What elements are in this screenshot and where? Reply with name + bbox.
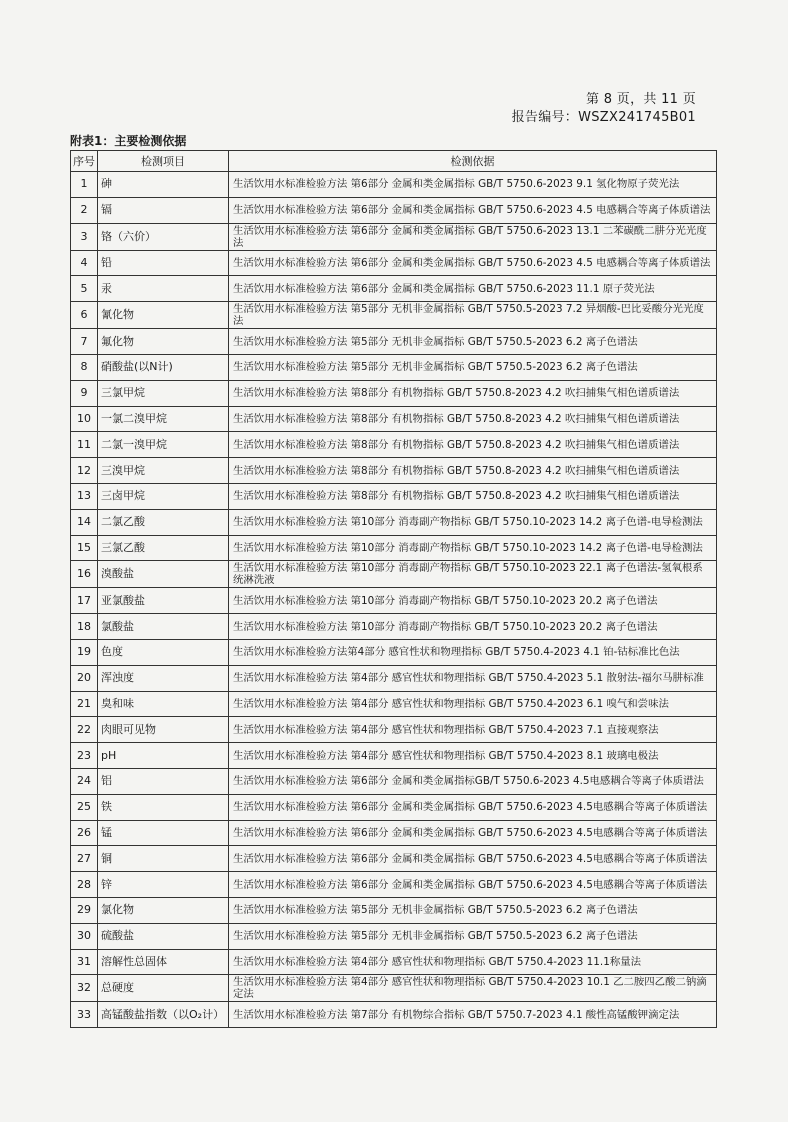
test-basis: 生活饮用水标准检验方法 第6部分 金属和类金属指标 GB/T 5750.6-2023 4.5电感耦合等离子体质谱法 <box>229 846 717 872</box>
test-basis: 生活饮用水标准检验方法 第6部分 金属和类金属指标 GB/T 5750.6-2023 4.5 电感耦合等离子体质谱法 <box>229 197 717 223</box>
row-number: 5 <box>71 276 98 302</box>
test-item: 锌 <box>98 872 229 898</box>
table-row <box>71 509 717 535</box>
test-basis: 生活饮用水标准检验方法 第5部分 无机非金属指标 GB/T 5750.5-2023 6.2 离子色谱法 <box>229 354 717 380</box>
test-basis: 生活饮用水标准检验方法 第8部分 有机物指标 GB/T 5750.8-2023 4.2 吹扫捕集气相色谱质谱法 <box>229 483 717 509</box>
table-row <box>71 949 717 975</box>
table-row <box>71 535 717 561</box>
page-indicator: 第 8 页，共 11 页 <box>586 92 696 107</box>
test-basis: 生活饮用水标准检验方法 第8部分 有机物指标 GB/T 5750.8-2023 4.2 吹扫捕集气相色谱质谱法 <box>229 432 717 458</box>
test-basis: 生活饮用水标准检验方法 第10部分 消毒副产物指标 GB/T 5750.10-2023 20.2 离子色谱法 <box>229 588 717 614</box>
test-basis: 生活饮用水标准检验方法 第6部分 金属和类金属指标 GB/T 5750.6-2023 4.5 电感耦合等离子体质谱法 <box>229 250 717 276</box>
test-item: 溴酸盐 <box>98 561 229 588</box>
test-item: 亚氯酸盐 <box>98 588 229 614</box>
table-row <box>71 458 717 484</box>
table-row <box>71 483 717 509</box>
test-basis: 生活饮用水标准检验方法 第7部分 有机物综合指标 GB/T 5750.7-2023 4.1 酸性高锰酸钾滴定法 <box>229 1002 717 1028</box>
test-item: 三氯乙酸 <box>98 535 229 561</box>
test-item: 氟化物 <box>98 329 229 355</box>
basis-table <box>70 150 717 1028</box>
table-row <box>71 923 717 949</box>
test-item: 硝酸盐(以N计) <box>98 354 229 380</box>
test-item: 浑浊度 <box>98 665 229 691</box>
row-number: 21 <box>71 691 98 717</box>
test-basis: 生活饮用水标准检验方法 第6部分 金属和类金属指标 GB/T 5750.6-2023 11.1 原子荧光法 <box>229 276 717 302</box>
row-number: 1 <box>71 172 98 198</box>
test-item: 二氯一溴甲烷 <box>98 432 229 458</box>
row-number: 7 <box>71 329 98 355</box>
row-number: 15 <box>71 535 98 561</box>
test-item: 汞 <box>98 276 229 302</box>
test-basis: 生活饮用水标准检验方法 第5部分 无机非金属指标 GB/T 5750.5-2023 7.2 异烟酸-巴比妥酸分光光度法 <box>229 302 717 329</box>
table-row <box>71 1002 717 1028</box>
table-row <box>71 432 717 458</box>
row-number: 12 <box>71 458 98 484</box>
row-number: 6 <box>71 302 98 329</box>
test-basis: 生活饮用水标准检验方法 第10部分 消毒副产物指标 GB/T 5750.10-2023 14.2 离子色谱-电导检测法 <box>229 509 717 535</box>
test-item: 锰 <box>98 820 229 846</box>
test-basis: 生活饮用水标准检验方法 第4部分 感官性状和物理指标 GB/T 5750.4-2023 10.1 乙二胺四乙酸二钠滴定法 <box>229 975 717 1002</box>
table-row <box>71 691 717 717</box>
test-item: 溶解性总固体 <box>98 949 229 975</box>
row-number: 10 <box>71 406 98 432</box>
test-item: pH <box>98 743 229 769</box>
test-item: 三溴甲烷 <box>98 458 229 484</box>
test-basis: 生活饮用水标准检验方法 第5部分 无机非金属指标 GB/T 5750.5-2023 6.2 离子色谱法 <box>229 897 717 923</box>
table-row <box>71 846 717 872</box>
test-basis: 生活饮用水标准检验方法 第4部分 感官性状和物理指标 GB/T 5750.4-2023 7.1 直接观察法 <box>229 717 717 743</box>
table-row <box>71 561 717 588</box>
table-row <box>71 588 717 614</box>
row-number: 9 <box>71 380 98 406</box>
test-item: 氯酸盐 <box>98 614 229 640</box>
table-row <box>71 897 717 923</box>
header-basis: 检测依据 <box>229 151 717 172</box>
row-number: 24 <box>71 768 98 794</box>
test-item: 三卤甲烷 <box>98 483 229 509</box>
table-row <box>71 614 717 640</box>
row-number: 32 <box>71 975 98 1002</box>
row-number: 8 <box>71 354 98 380</box>
test-item: 高锰酸盐指数（以O₂计） <box>98 1002 229 1028</box>
table-row <box>71 172 717 198</box>
row-number: 14 <box>71 509 98 535</box>
row-number: 31 <box>71 949 98 975</box>
table-header-row <box>71 151 717 172</box>
table-row <box>71 639 717 665</box>
table-title: 附表1：主要检测依据 <box>70 134 187 148</box>
test-item: 色度 <box>98 639 229 665</box>
test-basis: 生活饮用水标准检验方法 第5部分 无机非金属指标 GB/T 5750.5-2023 6.2 离子色谱法 <box>229 923 717 949</box>
test-item: 铜 <box>98 846 229 872</box>
row-number: 17 <box>71 588 98 614</box>
row-number: 33 <box>71 1002 98 1028</box>
test-item: 铝 <box>98 768 229 794</box>
table-row <box>71 820 717 846</box>
table-row <box>71 872 717 898</box>
test-basis: 生活饮用水标准检验方法 第6部分 金属和类金属指标 GB/T 5750.6-2023 4.5电感耦合等离子体质谱法 <box>229 872 717 898</box>
table-row <box>71 354 717 380</box>
table-row <box>71 768 717 794</box>
row-number: 20 <box>71 665 98 691</box>
row-number: 11 <box>71 432 98 458</box>
test-item: 铅 <box>98 250 229 276</box>
test-basis: 生活饮用水标准检验方法 第10部分 消毒副产物指标 GB/T 5750.10-2023 14.2 离子色谱-电导检测法 <box>229 535 717 561</box>
test-basis: 生活饮用水标准检验方法 第10部分 消毒副产物指标 GB/T 5750.10-2023 20.2 离子色谱法 <box>229 614 717 640</box>
test-basis: 生活饮用水标准检验方法 第6部分 金属和类金属指标 GB/T 5750.6-2023 9.1 氢化物原子荧光法 <box>229 172 717 198</box>
test-item: 砷 <box>98 172 229 198</box>
test-basis: 生活饮用水标准检验方法 第8部分 有机物指标 GB/T 5750.8-2023 4.2 吹扫捕集气相色谱质谱法 <box>229 458 717 484</box>
test-basis: 生活饮用水标准检验方法 第6部分 金属和类金属指标 GB/T 5750.6-2023 4.5电感耦合等离子体质谱法 <box>229 820 717 846</box>
row-number: 3 <box>71 223 98 250</box>
header-item: 检测项目 <box>98 151 229 172</box>
header-no: 序号 <box>71 151 98 172</box>
row-number: 13 <box>71 483 98 509</box>
table-row <box>71 329 717 355</box>
test-item: 肉眼可见物 <box>98 717 229 743</box>
row-number: 23 <box>71 743 98 769</box>
test-item: 一氯二溴甲烷 <box>98 406 229 432</box>
test-basis: 生活饮用水标准检验方法 第6部分 金属和类金属指标GB/T 5750.6-2023 4.5电感耦合等离子体质谱法 <box>229 768 717 794</box>
table-row <box>71 975 717 1002</box>
report-number: 报告编号：WSZX241745B01 <box>511 110 696 125</box>
test-basis: 生活饮用水标准检验方法第4部分 感官性状和物理指标 GB/T 5750.4-2023 4.1 铂-钴标准比色法 <box>229 639 717 665</box>
table-row <box>71 794 717 820</box>
row-number: 25 <box>71 794 98 820</box>
test-basis: 生活饮用水标准检验方法 第4部分 感官性状和物理指标 GB/T 5750.4-2023 6.1 嗅气和尝味法 <box>229 691 717 717</box>
table-row <box>71 717 717 743</box>
table-row <box>71 223 717 250</box>
table-row <box>71 406 717 432</box>
test-basis: 生活饮用水标准检验方法 第10部分 消毒副产物指标 GB/T 5750.10-2023 22.1 离子色谱法-氢氧根系统淋洗液 <box>229 561 717 588</box>
test-item: 硫酸盐 <box>98 923 229 949</box>
test-item: 镉 <box>98 197 229 223</box>
test-item: 三氯甲烷 <box>98 380 229 406</box>
table-row <box>71 276 717 302</box>
test-item: 铁 <box>98 794 229 820</box>
test-item: 臭和味 <box>98 691 229 717</box>
test-basis: 生活饮用水标准检验方法 第6部分 金属和类金属指标 GB/T 5750.6-2023 13.1 二苯碳酰二肼分光光度法 <box>229 223 717 250</box>
table-row <box>71 250 717 276</box>
test-basis: 生活饮用水标准检验方法 第4部分 感官性状和物理指标 GB/T 5750.4-2023 8.1 玻璃电极法 <box>229 743 717 769</box>
test-basis: 生活饮用水标准检验方法 第4部分 感官性状和物理指标 GB/T 5750.4-2023 5.1 散射法-福尔马肼标准 <box>229 665 717 691</box>
row-number: 19 <box>71 639 98 665</box>
test-basis: 生活饮用水标准检验方法 第6部分 金属和类金属指标 GB/T 5750.6-2023 4.5电感耦合等离子体质谱法 <box>229 794 717 820</box>
test-item: 铬（六价） <box>98 223 229 250</box>
row-number: 26 <box>71 820 98 846</box>
test-basis: 生活饮用水标准检验方法 第5部分 无机非金属指标 GB/T 5750.5-2023 6.2 离子色谱法 <box>229 329 717 355</box>
test-item: 氰化物 <box>98 302 229 329</box>
test-item: 二氯乙酸 <box>98 509 229 535</box>
row-number: 18 <box>71 614 98 640</box>
row-number: 22 <box>71 717 98 743</box>
test-basis: 生活饮用水标准检验方法 第4部分 感官性状和物理指标 GB/T 5750.4-2023 11.1称量法 <box>229 949 717 975</box>
row-number: 2 <box>71 197 98 223</box>
table-row <box>71 197 717 223</box>
row-number: 30 <box>71 923 98 949</box>
table-row <box>71 743 717 769</box>
test-item: 总硬度 <box>98 975 229 1002</box>
seal-stamp <box>764 428 788 588</box>
table-row <box>71 665 717 691</box>
test-basis: 生活饮用水标准检验方法 第8部分 有机物指标 GB/T 5750.8-2023 4.2 吹扫捕集气相色谱质谱法 <box>229 380 717 406</box>
table-row <box>71 302 717 329</box>
row-number: 16 <box>71 561 98 588</box>
table-row <box>71 380 717 406</box>
test-item: 氯化物 <box>98 897 229 923</box>
row-number: 29 <box>71 897 98 923</box>
row-number: 4 <box>71 250 98 276</box>
row-number: 27 <box>71 846 98 872</box>
test-basis: 生活饮用水标准检验方法 第8部分 有机物指标 GB/T 5750.8-2023 4.2 吹扫捕集气相色谱质谱法 <box>229 406 717 432</box>
row-number: 28 <box>71 872 98 898</box>
